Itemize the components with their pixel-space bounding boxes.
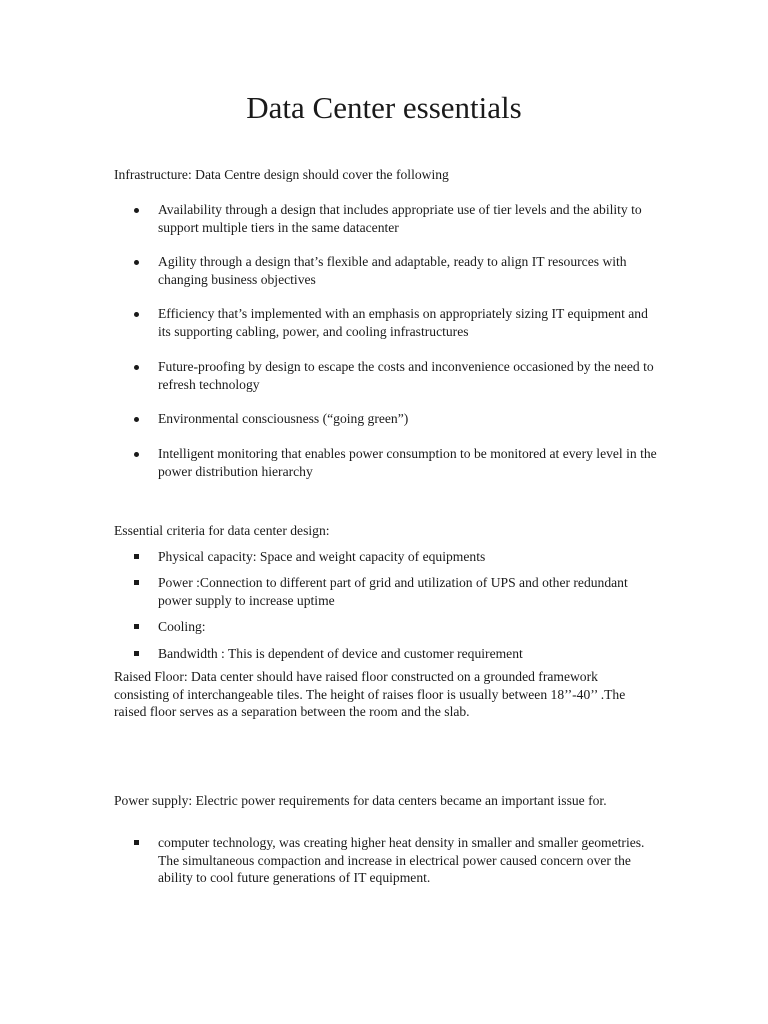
list-item-text: Physical capacity: Space and weight capacity of equipments bbox=[158, 549, 486, 564]
raised-floor-paragraph: Raised Floor: Data center should have raised floor constructed on a grounded framework consisting of interchangeable tiles. The height of raises floor is usually between 18’’-40’’ .The raised floor serves as a separation between the room and the slab. bbox=[114, 669, 626, 719]
bullet-dot-icon bbox=[134, 208, 139, 213]
bullet-dot-icon bbox=[134, 452, 139, 457]
bullet-dot-icon bbox=[134, 260, 139, 265]
list-item-text: Future-proofing by design to escape the costs and inconvenience occasioned by the need to refresh technology bbox=[158, 359, 654, 392]
criteria-intro: Essential criteria for data center design: bbox=[114, 523, 330, 538]
list-item-text: Cooling: bbox=[158, 619, 206, 634]
bullet-square-icon bbox=[134, 580, 139, 585]
list-item-text: Agility through a design that’s flexible and adaptable, ready to align IT resources with changing business objectives bbox=[158, 254, 627, 287]
list-item-text: computer technology, was creating higher heat density in smaller and smaller geometries. The simultaneous compaction and increase in electrical power caused concern over the ability to cool future generations of IT equipment. bbox=[158, 835, 645, 885]
list-item-text: Efficiency that’s implemented with an emphasis on appropriately sizing IT equipment and its supporting cabling, power, and cooling infrastructures bbox=[158, 306, 648, 339]
bullet-square-icon bbox=[134, 554, 139, 559]
power-supply-intro: Power supply: Electric power requirements for data centers became an important issue for. bbox=[114, 793, 607, 808]
bullet-square-icon bbox=[134, 624, 139, 629]
page-title: Data Center essentials bbox=[246, 90, 522, 125]
list-item-text: Power :Connection to different part of grid and utilization of UPS and other redundant power supply to increase uptime bbox=[158, 575, 628, 608]
list-item-text: Bandwidth : This is dependent of device and customer requirement bbox=[158, 646, 523, 661]
bullet-square-icon bbox=[134, 651, 139, 656]
bullet-dot-icon bbox=[134, 365, 139, 370]
list-item-text: Intelligent monitoring that enables power consumption to be monitored at every level in the power distribution hierarchy bbox=[158, 446, 657, 479]
bullet-square-icon bbox=[134, 840, 139, 845]
bullet-dot-icon bbox=[134, 417, 139, 422]
bullet-dot-icon bbox=[134, 312, 139, 317]
list-item-text: Environmental consciousness (“going green”) bbox=[158, 411, 409, 426]
infrastructure-intro: Infrastructure: Data Centre design should cover the following bbox=[114, 167, 449, 182]
list-item-text: Availability through a design that includes appropriate use of tier levels and the ability to support multiple tiers in the same datacenter bbox=[158, 202, 642, 235]
